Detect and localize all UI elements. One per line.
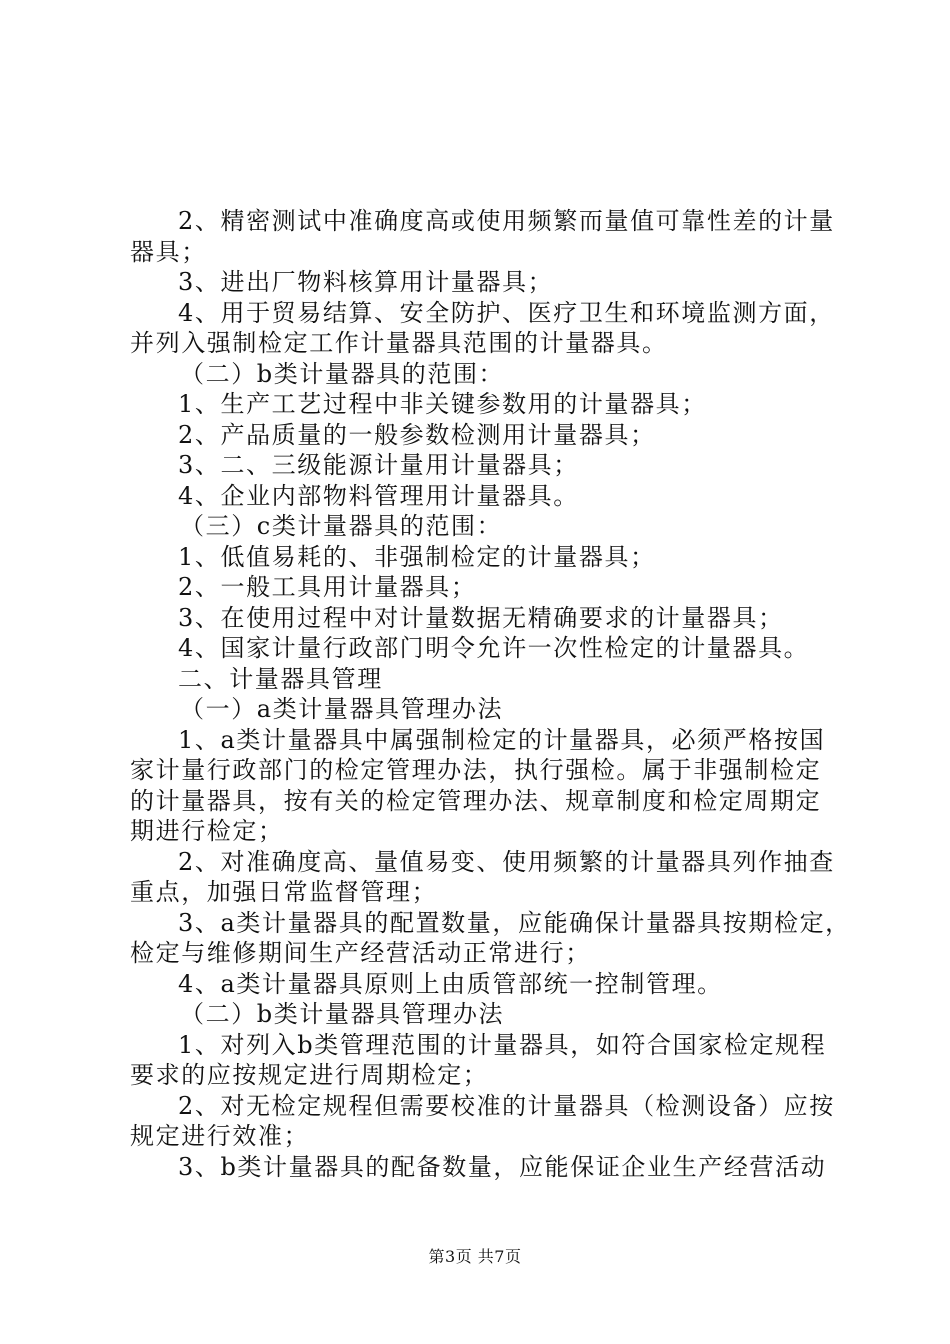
section-heading: （二）b类计量器具的范围： (180, 359, 505, 388)
section-heading: （一）a类计量器具管理办法 (180, 695, 504, 723)
text-line: 器具； (130, 237, 207, 266)
text-line: 4、a类计量器具原则上由质管部统一控制管理。 (178, 969, 723, 998)
text-line: 1、低值易耗的、非强制检定的计量器具； (178, 542, 656, 571)
text-line: 2、对无检定规程但需要校准的计量器具（检测设备）应按 (178, 1091, 835, 1120)
text-line: 规定进行效准； (130, 1122, 310, 1150)
page-number-footer: 第3页 共7页 (428, 1247, 522, 1266)
text-line: 重点，加强日常监督管理； (130, 878, 438, 906)
text-line: 3、a类计量器具的配置数量，应能确保计量器具按期检定， (178, 908, 851, 937)
text-line: 3、二、三级能源计量用计量器具； (178, 451, 579, 479)
text-line: 4、用于贸易结算、安全防护、医疗卫生和环境监测方面， (178, 298, 835, 327)
text-line: 3、进出厂物料核算用计量器具； (178, 268, 554, 296)
text-line: 1、生产工艺过程中非关键参数用的计量器具； (178, 390, 707, 418)
text-line: 2、精密测试中准确度高或使用频繁而量值可靠性差的计量 (178, 207, 835, 235)
text-line: 2、一般工具用计量器具； (178, 573, 477, 601)
text-line: 3、b类计量器具的配备数量，应能保证企业生产经营活动 (178, 1152, 827, 1181)
section-heading: 二、计量器具管理 (178, 664, 383, 693)
text-line: 4、企业内部物料管理用计量器具。 (178, 481, 579, 510)
text-line: 要求的应按规定进行周期检定； (130, 1061, 489, 1089)
section-heading: （二）b类计量器具管理办法 (180, 1000, 505, 1028)
text-line: 并列入强制检定工作计量器具范围的计量器具。 (130, 329, 668, 357)
section-heading: （三）c类计量器具的范围： (180, 512, 503, 540)
text-line: 期进行检定； (130, 817, 284, 845)
text-line: 2、对准确度高、量值易变、使用频繁的计量器具列作抽查 (178, 847, 835, 876)
text-line: 1、a类计量器具中属强制检定的计量器具，必须严格按国 (178, 725, 826, 754)
text-line: 2、产品质量的一般参数检测用计量器具； (178, 420, 656, 449)
text-line: 家计量行政部门的检定管理办法，执行强检。属于非强制检定 (130, 756, 822, 784)
text-line: 的计量器具，按有关的检定管理办法、规章制度和检定周期定 (130, 786, 822, 815)
text-line: 4、国家计量行政部门明令允许一次性检定的计量器具。 (178, 634, 810, 662)
text-line: 检定与维修期间生产经营活动正常进行； (130, 939, 591, 967)
document-body (130, 206, 851, 1182)
text-line: 3、在使用过程中对计量数据无精确要求的计量器具； (178, 603, 784, 632)
text-line: 1、对列入b类管理范围的计量器具，如符合国家检定规程 (178, 1030, 827, 1059)
